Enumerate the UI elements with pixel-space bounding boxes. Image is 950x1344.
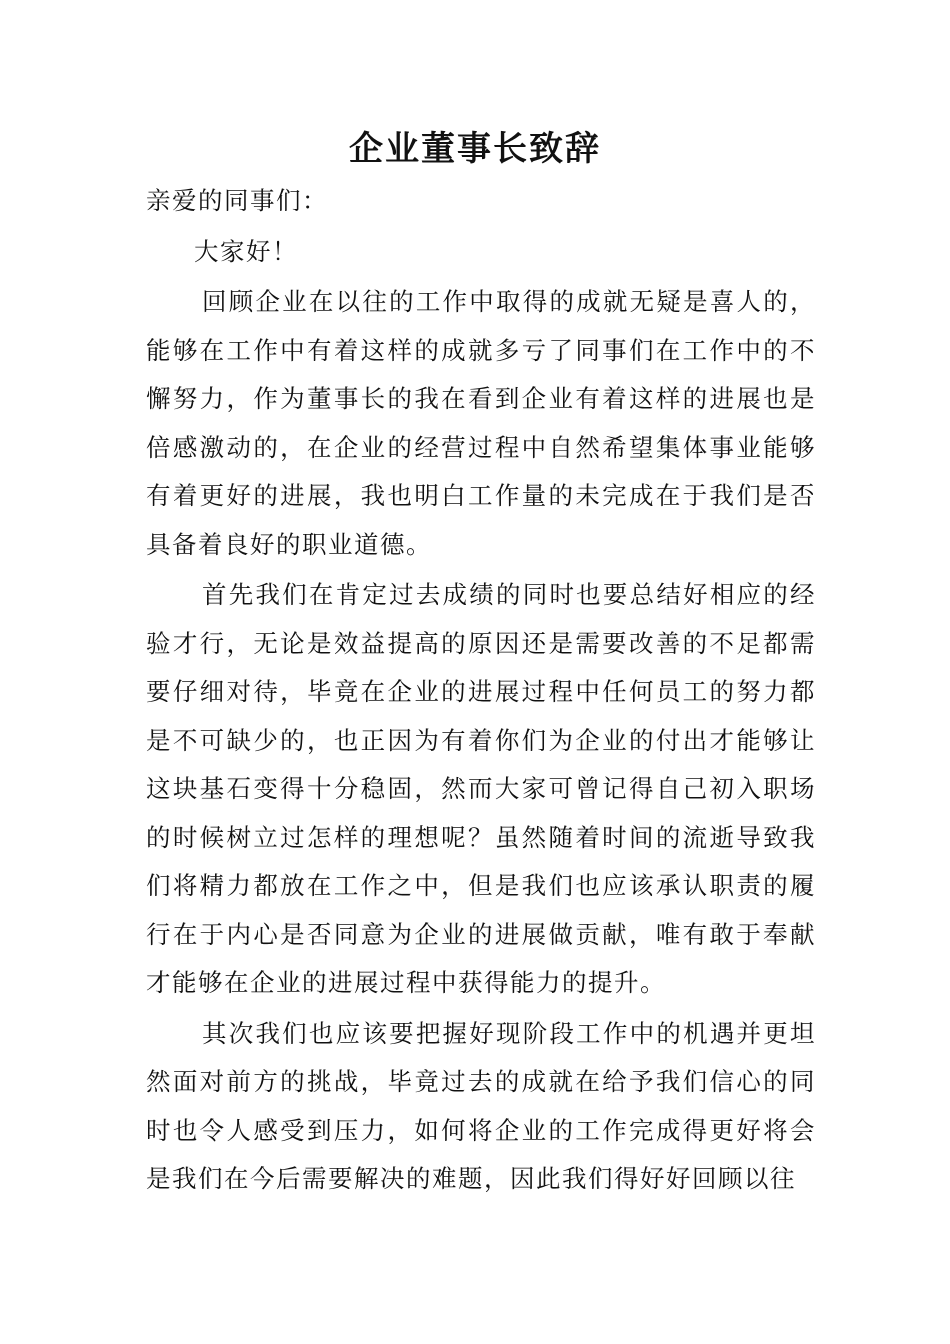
paragraph: 首先我们在肯定过去成绩的同时也要总结好相应的经验才行，无论是效益提高的原因还是需要改善的不足都需要仔细对待，毕竟在企业的进展过程中任何员工的努力都是不可缺少的，也正因为有着你们为企业的付出才能够让这块基石变得十分稳固，然而大家可曾记得自己初入职场的时候树立过怎样的理想呢？虽然随着时间的流逝导致我们将精力都放在工作之中，但是我们也应该承认职责的履行在于内心是否同意为企业的进展做贡献，唯有敢于奉献才能够在企业的进展过程中获得能力的提升。	[146, 580, 816, 997]
paragraph: 回顾企业在以往的工作中取得的成就无疑是喜人的，能够在工作中有着这样的成就多亏了同事们在工作中的不懈努力，作为董事长的我在看到企业有着这样的进展也是倍感激动的，在企业的经营过程中自然希望集体事业能够有着更好的进展，我也明白工作量的未完成在于我们是否具备着良好的职业道德。	[146, 287, 816, 559]
salutation: 亲爱的同事们：	[146, 186, 328, 215]
greeting: 大家好！	[194, 236, 298, 266]
document-body	[146, 177, 816, 1206]
document-title: 企业董事长致辞	[349, 129, 601, 169]
paragraph: 其次我们也应该要把握好现阶段工作中的机遇并更坦然面对前方的挑战，毕竟过去的成就在给予我们信心的同时也令人感受到压力，如何将企业的工作完成得更好将会是我们在今后需要解决的难题，因此我们得好好回顾以往	[146, 1018, 816, 1193]
